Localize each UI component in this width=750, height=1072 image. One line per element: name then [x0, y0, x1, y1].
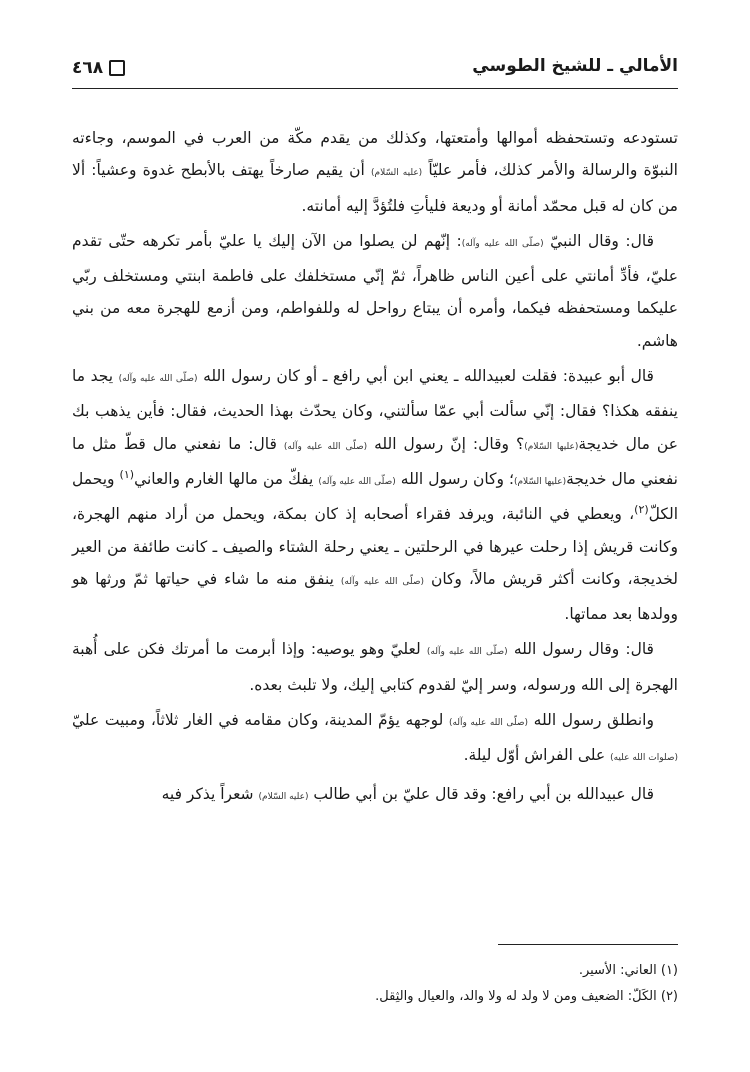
text-run: لوجهه يؤمّ المدينة، وكان مقامه في الغار ثلاثاً، ومبيت عليّ	[72, 711, 444, 730]
text-run: : إنّهم لن يصلوا من الآن إليك يا عليّ بأمر تكرهه حتّى تقدم عليّ، فأدِّ أمانتي على أعين الناس ظاهراً، ثمّ إنّي مستخلفك على فاطمة ابنتي ومستخلف ربّي عليكما ومستحفظه فيكما، وأمره أن يبتاع رواحل له وللفواطم، ومن أزمع للهجرة معه من بني هاشم.	[72, 231, 678, 350]
text-run: شعراً يذكر فيه	[161, 784, 254, 803]
text-run: قال: وقال رسول الله	[513, 640, 654, 659]
text-run: تستودعه وتستحفظه أموالها وأمتعتها، وكذلك من يقدم مكّة من العرب في الموسم، وجاءته النبوّة والرسالة والأمر كذلك، فأمر عليّاً	[72, 129, 678, 180]
text-run: ؟ وقال: إنّ رسول الله	[374, 434, 525, 453]
footnotes	[72, 958, 678, 1010]
body-text	[72, 122, 678, 813]
page-number: ٤٦٨	[72, 58, 104, 78]
text-run: ينفق منه ما شاء في حياتها ثمّ ورثها هو وولدها بعد مماتها.	[72, 569, 678, 624]
text-run: ويحمل الكلّ	[72, 469, 678, 524]
running-title: الأمالي ـ للشيخ الطوسي	[472, 56, 678, 76]
footnote-ref-1[interactable]: (١)	[119, 467, 135, 481]
text-run: يفكّ من مالها الغارم والعاني	[134, 469, 314, 488]
text-run: يجد ما ينفقه هكذا؟ فقال: إنّي سألت أبي عمّا سألتني، وكان يحدّث بهذا الحديث، فقال: فأين يذهب بك عن مال خديجة	[72, 367, 678, 453]
header-rule	[72, 88, 678, 89]
honorific: (عليها السّلام)	[513, 476, 567, 487]
honorific: (عليه السّلام)	[370, 168, 423, 179]
paragraph-4	[72, 633, 678, 701]
page-header	[72, 56, 678, 92]
square-icon	[109, 60, 125, 76]
footnote-2: (٢) الكَلّ: الضعيف ومن لا ولد له ولا والد، والعيال والثِقل.	[375, 989, 678, 1004]
text-run: قال أبو عبيدة: فقلت لعبيدالله ـ يعني ابن أبي رافع ـ أو كان رسول الله	[203, 367, 654, 386]
text-run: قال: ما نفعني مال قطّ مثل ما نفعني مال خديجة	[72, 434, 678, 488]
paragraph-5	[72, 704, 678, 775]
text-run: لعليّ وهو يوصيه: وإذا أبرمت ما أمرتك فكن على أُهبة الهجرة إلى الله ورسوله، وسر إليّ لقدوم كتابي إليك، ولا تلبث بعده.	[72, 640, 678, 694]
paragraph-2	[72, 225, 678, 357]
honorific: (عليها السّلام)	[524, 441, 579, 452]
honorific: (صلّى الله عليه وآله)	[283, 441, 368, 452]
honorific: (صلّى الله عليه وآله)	[448, 718, 529, 729]
page-number-block	[72, 58, 125, 78]
honorific: (صلّى الله عليه وآله)	[118, 374, 198, 385]
honorific: (صلوات الله عليه)	[610, 753, 678, 764]
text-run: قال عبيدالله بن أبي رافع: وقد قال عليّ بن أبي طالب	[313, 784, 654, 803]
text-run: ؛ وكان رسول الله	[400, 469, 514, 488]
paragraph-3	[72, 360, 678, 630]
honorific: (صلّى الله عليه وآله)	[426, 647, 508, 658]
paragraph-1	[72, 122, 678, 222]
text-run: قال: وقال النبيّ	[550, 231, 654, 250]
honorific: (صلّى الله عليه وآله)	[318, 476, 396, 487]
footnote-rule	[498, 944, 678, 945]
honorific: (عليه السّلام)	[258, 791, 309, 802]
text-run: أن يقيم صارخاً يهتف بالأبطح غدوة وعشياً: ألا من كان له قبل محمّد أمانة أو وديعة فليأتِ فلتُؤدَّ إليه أمانته.	[72, 161, 678, 215]
footnote-ref-2[interactable]: (٢)	[634, 503, 649, 517]
text-run: وانطلق رسول الله	[533, 711, 654, 730]
text-run: على الفراش أوّل ليلة.	[463, 746, 606, 765]
text-run: ، ويعطي في النائبة، ويرفد فقراء أصحابه إذ كان بمكة، ويحمل من أراد منهم الهجرة، وكانت قريش إذا رحلت عيرها في الرحلتين ـ يعني رحلة الشتاء والصيف ـ كانت طائفة من العير لخديجة، وكانت أكثر قريش مالاً، وكان	[72, 505, 678, 588]
honorific: (صلّى الله عليه وآله)	[340, 576, 424, 587]
paragraph-6	[72, 778, 678, 813]
honorific: (صلّى الله عليه وآله)	[461, 238, 544, 249]
footnote-1: (١) العاني: الأسير.	[578, 963, 678, 978]
